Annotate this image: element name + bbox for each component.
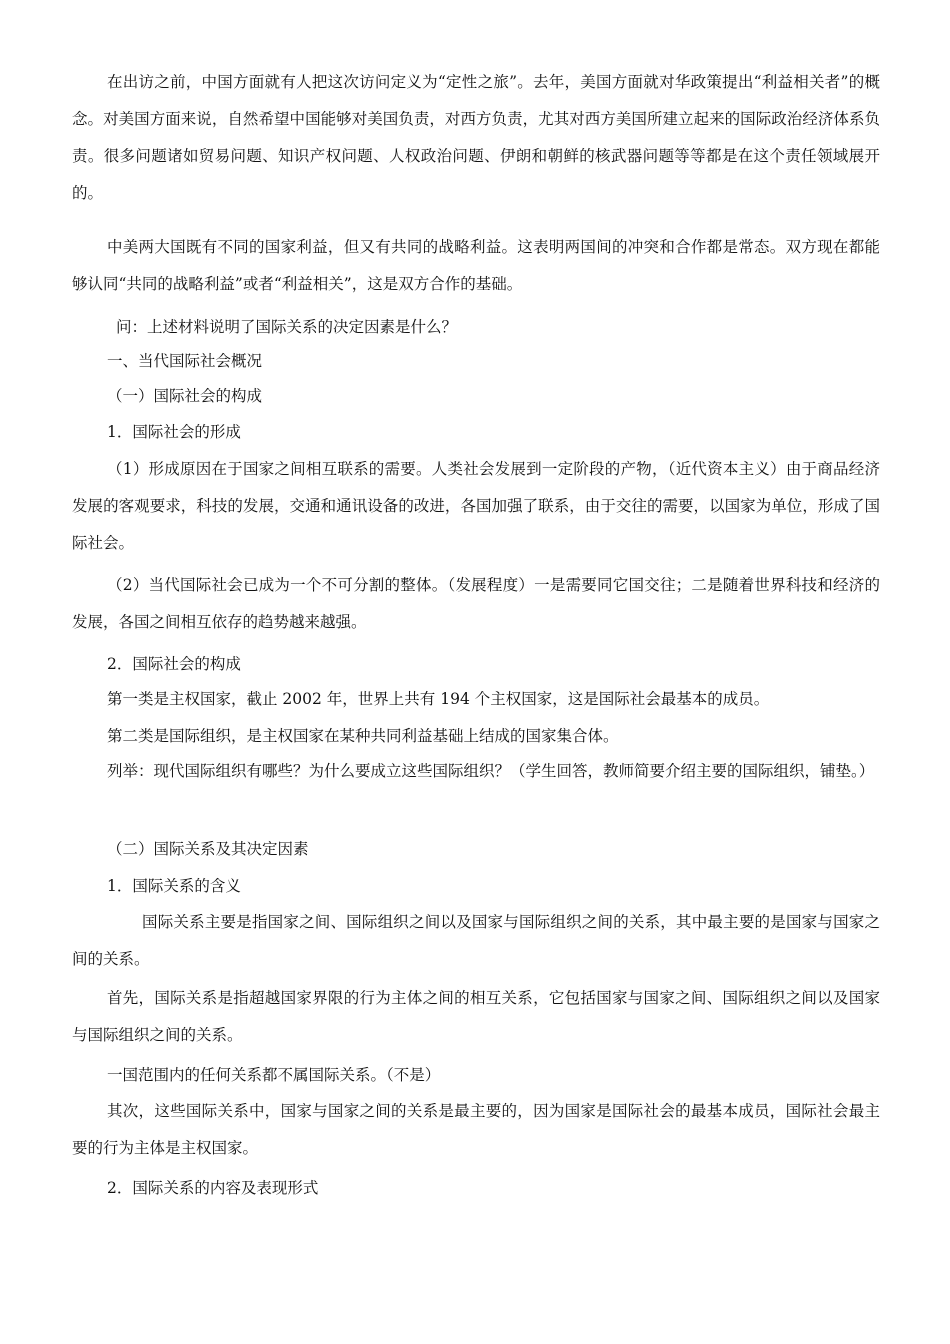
paragraph-relations-definition: 国际关系主要是指国家之间、国际组织之间以及国家与国际组织之间的关系，其中最主要的是国家与国家之间的关系。 xyxy=(72,913,880,968)
paragraph-enumerate-orgs: 列举：现代国际组织有哪些？为什么要成立这些国际组织？（学生回答，教师简要介绍主要的国际组织，铺垫。） xyxy=(107,762,875,780)
paragraph-china-us-interests: 中美两大国既有不同的国家利益，但又有共同的战略利益。这表明两国间的冲突和合作都是常态。双方现在都能够认同“共同的战略利益”或者“利益相关”，这是双方合作的基础。 xyxy=(72,238,880,293)
section-heading-1: 一、当代国际社会概况 xyxy=(107,352,263,370)
subsection-heading-1: （一）国际社会的构成 xyxy=(107,387,263,405)
paragraph-first-point: 首先，国际关系是指超越国家界限的行为主体之间的相互关系，它包括国家与国家之间、国际组织之间以及国家与国际组织之间的关系。 xyxy=(72,989,880,1044)
paragraph-formation-reason: （1）形成原因在于国家之间相互联系的需要。人类社会发展到一定阶段的产物，（近代资本主义）由于商品经济发展的客观要求，科技的发展，交通和通讯设备的改进，各国加强了联系，由于交往的需要，以国家为单位，形成了国际社会。 xyxy=(72,460,880,552)
paragraph-intl-organizations: 第二类是国际组织，是主权国家在某种共同利益基础上结成的国家集合体。 xyxy=(107,727,619,745)
paragraph-domestic-not: 一国范围内的任何关系都不属国际关系。（不是） xyxy=(107,1066,441,1084)
subsection-heading-2: （二）国际关系及其决定因素 xyxy=(107,840,309,858)
item-heading-2-2: 2．国际关系的内容及表现形式 xyxy=(107,1179,319,1197)
paragraph-second-point: 其次，这些国际关系中，国家与国家之间的关系是最主要的，因为国家是国际社会的最基本成员，国际社会最主要的行为主体是主权国家。 xyxy=(72,1102,880,1157)
paragraph-sovereign-states: 第一类是主权国家，截止 2002 年，世界上共有 194 个主权国家，这是国际社会最基本的成员。 xyxy=(107,690,770,708)
item-heading-1-2: 2．国际社会的构成 xyxy=(107,655,241,673)
paragraph-integral-whole: （2）当代国际社会已成为一个不可分割的整体。（发展程度）一是需要同它国交往；二是随着世界科技和经济的发展，各国之间相互依存的趋势越来越强。 xyxy=(72,576,880,631)
item-heading-1-1: 1．国际社会的形成 xyxy=(107,423,241,441)
question-line: 问：上述材料说明了国际关系的决定因素是什么？ xyxy=(116,318,458,336)
paragraph-visit-definition: 在出访之前，中国方面就有人把这次访问定义为“定性之旅”。去年，美国方面就对华政策提出“利益相关者”的概念。对美国方面来说，自然希望中国能够对美国负责，对西方负责，尤其对西方美国所建立起来的国际政治经济体系负责。很多问题诸如贸易问题、知识产权问题、人权政治问题、伊朗和朝鲜的核武器问题等等都是在这个责任领域展开的。 xyxy=(72,73,880,202)
item-heading-2-1: 1．国际关系的含义 xyxy=(107,877,241,895)
